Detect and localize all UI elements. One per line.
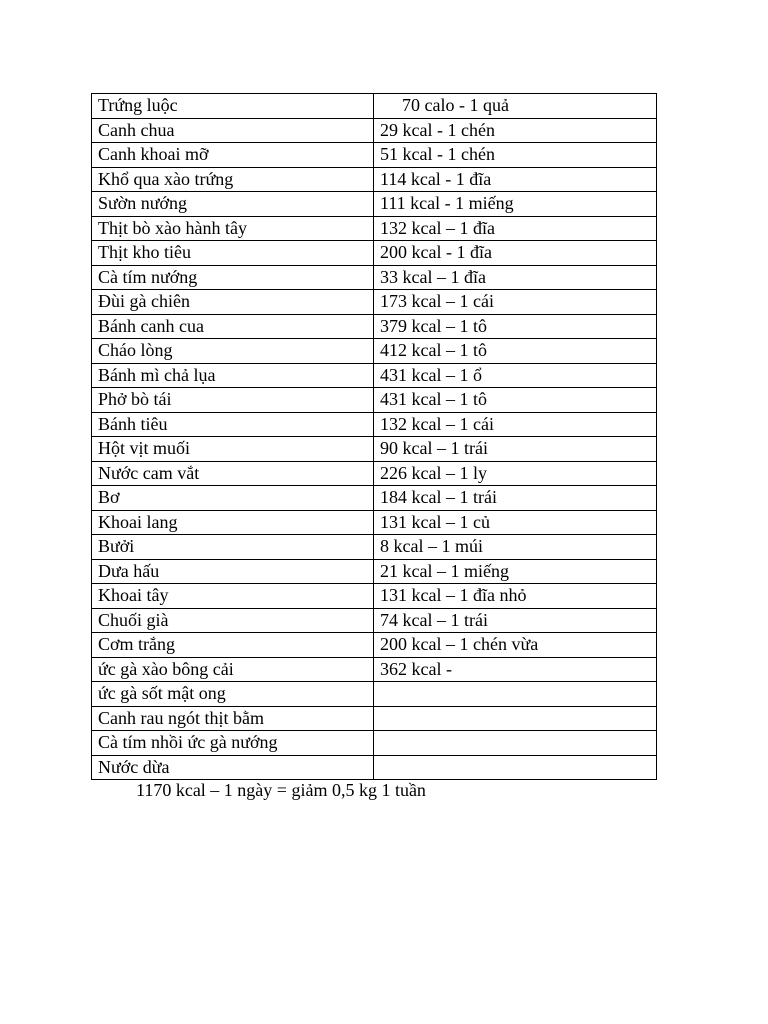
calorie-value-cell: 431 kcal – 1 tô <box>374 388 657 413</box>
table-row <box>92 535 657 560</box>
food-name-cell: Canh rau ngót thịt bằm <box>92 706 374 731</box>
table-row <box>92 388 657 413</box>
food-name-cell: Bánh tiêu <box>92 412 374 437</box>
food-name-cell: Khoai lang <box>92 510 374 535</box>
food-name-cell: Khoai tây <box>92 584 374 609</box>
calorie-value-cell: 131 kcal – 1 củ <box>374 510 657 535</box>
calorie-value-cell <box>374 731 657 756</box>
table-row <box>92 657 657 682</box>
calorie-table-body <box>92 94 657 780</box>
food-name-cell: Phở bò tái <box>92 388 374 413</box>
food-name-cell: Thịt kho tiêu <box>92 241 374 266</box>
table-row <box>92 682 657 707</box>
table-row <box>92 265 657 290</box>
calorie-value-cell <box>374 682 657 707</box>
food-name-cell: Đùi gà chiên <box>92 290 374 315</box>
food-name-cell: Cháo lòng <box>92 339 374 364</box>
calorie-value-cell: 21 kcal – 1 miếng <box>374 559 657 584</box>
food-name-cell: Thịt bò xào hành tây <box>92 216 374 241</box>
calorie-value-cell: 29 kcal - 1 chén <box>374 118 657 143</box>
calorie-value-cell: 131 kcal – 1 đĩa nhỏ <box>374 584 657 609</box>
table-row <box>92 437 657 462</box>
calorie-value-cell: 379 kcal – 1 tô <box>374 314 657 339</box>
calorie-value-cell: 173 kcal – 1 cái <box>374 290 657 315</box>
calorie-value-cell: 200 kcal - 1 đĩa <box>374 241 657 266</box>
calorie-value-cell: 70 calo - 1 quả <box>374 94 657 119</box>
table-row <box>92 559 657 584</box>
calorie-table <box>91 93 657 780</box>
food-name-cell: Bánh canh cua <box>92 314 374 339</box>
food-name-cell: Chuối già <box>92 608 374 633</box>
table-row <box>92 167 657 192</box>
table-row <box>92 192 657 217</box>
calorie-value-cell: 90 kcal – 1 trái <box>374 437 657 462</box>
calorie-value-cell: 184 kcal – 1 trái <box>374 486 657 511</box>
food-name-cell: Bơ <box>92 486 374 511</box>
table-row <box>92 241 657 266</box>
food-name-cell: Hột vịt muối <box>92 437 374 462</box>
food-name-cell: Canh chua <box>92 118 374 143</box>
food-name-cell: Canh khoai mỡ <box>92 143 374 168</box>
calorie-value-cell: 412 kcal – 1 tô <box>374 339 657 364</box>
table-row <box>92 143 657 168</box>
table-row <box>92 608 657 633</box>
food-name-cell: Dưa hấu <box>92 559 374 584</box>
table-row <box>92 633 657 658</box>
food-name-cell: Nước dừa <box>92 755 374 780</box>
calorie-value-cell: 362 kcal - <box>374 657 657 682</box>
table-row <box>92 216 657 241</box>
calorie-value-cell <box>374 755 657 780</box>
table-row <box>92 486 657 511</box>
food-name-cell: Cà tím nướng <box>92 265 374 290</box>
food-name-cell: Cơm trắng <box>92 633 374 658</box>
table-row <box>92 314 657 339</box>
food-name-cell: Bưởi <box>92 535 374 560</box>
table-row <box>92 584 657 609</box>
calorie-value-cell: 74 kcal – 1 trái <box>374 608 657 633</box>
daily-calorie-summary: 1170 kcal – 1 ngày = giảm 0,5 kg 1 tuần <box>136 780 426 800</box>
table-row <box>92 118 657 143</box>
table-row <box>92 412 657 437</box>
calorie-value-cell: 132 kcal – 1 cái <box>374 412 657 437</box>
food-name-cell: Sườn nướng <box>92 192 374 217</box>
calorie-value-cell: 8 kcal – 1 múi <box>374 535 657 560</box>
food-name-cell: ức gà xào bông cải <box>92 657 374 682</box>
calorie-value-cell: 51 kcal - 1 chén <box>374 143 657 168</box>
table-row <box>92 363 657 388</box>
food-name-cell: ức gà sốt mật ong <box>92 682 374 707</box>
table-row <box>92 94 657 119</box>
calorie-value-cell: 431 kcal – 1 ổ <box>374 363 657 388</box>
table-row <box>92 755 657 780</box>
table-row <box>92 339 657 364</box>
calorie-value-cell <box>374 706 657 731</box>
calorie-value-cell: 111 kcal - 1 miếng <box>374 192 657 217</box>
table-row <box>92 510 657 535</box>
food-name-cell: Cà tím nhồi ức gà nướng <box>92 731 374 756</box>
calorie-value-cell: 33 kcal – 1 đĩa <box>374 265 657 290</box>
food-name-cell: Bánh mì chả lụa <box>92 363 374 388</box>
food-name-cell: Trứng luộc <box>92 94 374 119</box>
calorie-value-cell: 226 kcal – 1 ly <box>374 461 657 486</box>
table-row <box>92 290 657 315</box>
calorie-value-cell: 200 kcal – 1 chén vừa <box>374 633 657 658</box>
table-row <box>92 461 657 486</box>
table-row <box>92 706 657 731</box>
calorie-value-cell: 132 kcal – 1 đĩa <box>374 216 657 241</box>
calorie-value-cell: 114 kcal - 1 đĩa <box>374 167 657 192</box>
food-name-cell: Khổ qua xào trứng <box>92 167 374 192</box>
food-name-cell: Nước cam vắt <box>92 461 374 486</box>
table-row <box>92 731 657 756</box>
